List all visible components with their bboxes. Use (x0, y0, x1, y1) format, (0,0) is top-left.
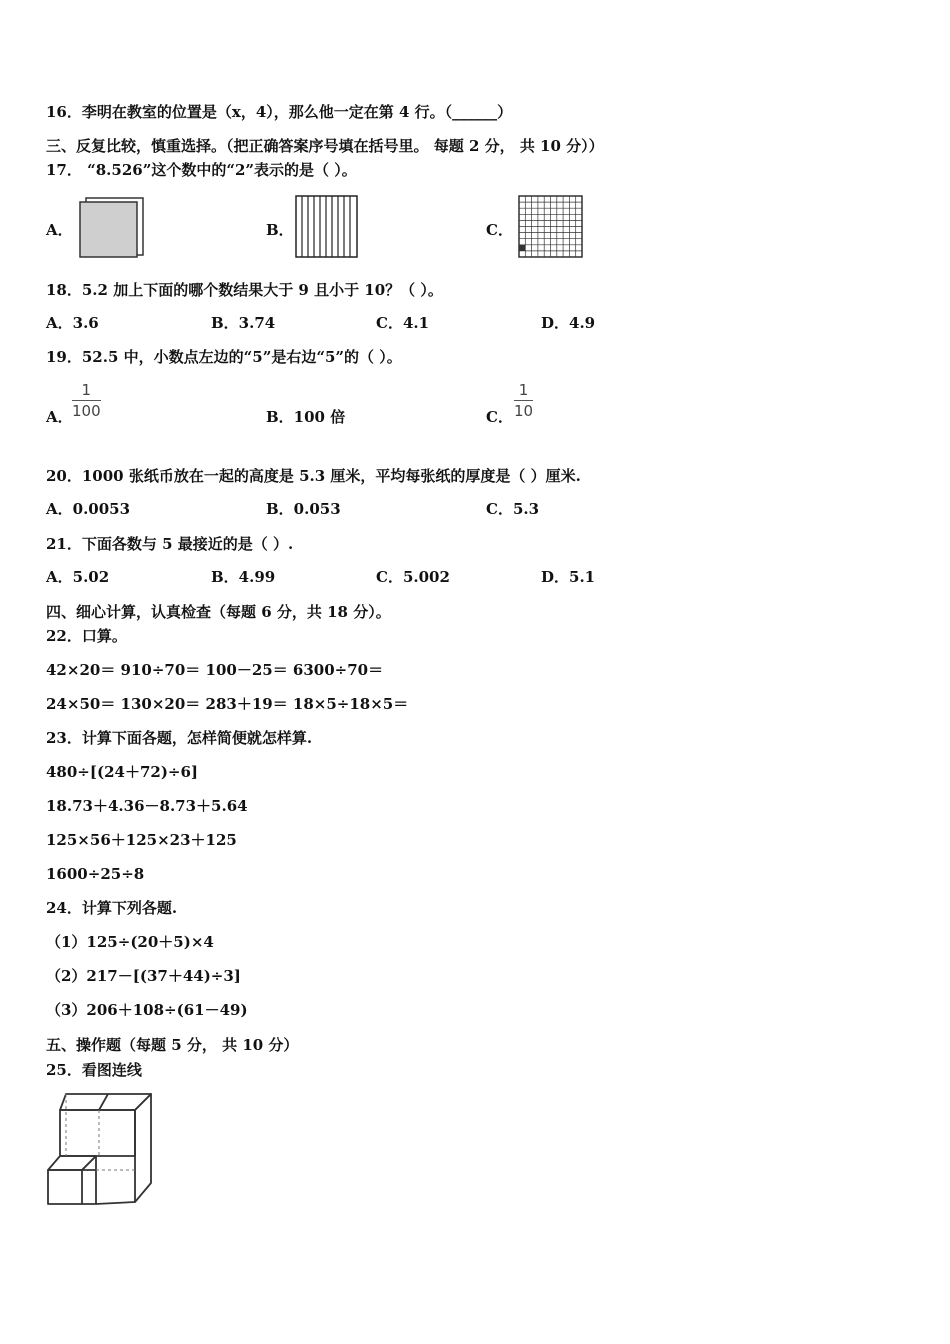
question-16: 16．李明在教室的位置是（x，4），那么他一定在第 4 行。（______） (46, 103, 513, 121)
q17-option-c-label: C． (486, 221, 513, 239)
fraction-denominator: 10 (514, 402, 534, 420)
question-19: 19．52.5 中，小数点左边的“5”是右边“5”的（ ）。 (46, 348, 402, 366)
q22-row-1: 42×20＝ 910÷70＝ 100－25＝ 6300÷70＝ (46, 661, 384, 679)
question-22: 22．口算。 (46, 627, 127, 645)
q17-option-a-label: A． (46, 221, 73, 239)
q18-option-d: D．4.9 (541, 314, 596, 332)
q21-option-d: D．5.1 (541, 568, 596, 586)
q20-option-b: B．0.053 (266, 500, 341, 518)
q25-cube-figure (44, 1090, 159, 1210)
q18-option-c: C．4.1 (376, 314, 430, 332)
question-23: 23．计算下面各题，怎样简便就怎样算. (46, 729, 313, 747)
q24-item-2: （2）217－[(37＋44)÷3] (46, 967, 241, 985)
section-3-title: 三、反复比较，慎重选择。（把正确答案序号填在括号里。 每题 2 分， 共 10 分）） (46, 137, 604, 155)
question-24: 24．计算下列各题. (46, 899, 178, 917)
q24-item-3: （3）206＋108÷(61－49) (46, 1001, 248, 1019)
fraction-numerator: 1 (514, 381, 533, 401)
q23-item-2: 18.73＋4.36－8.73＋5.64 (46, 797, 248, 815)
q23-item-4: 1600÷25÷8 (46, 865, 145, 883)
fraction-denominator: 100 (72, 402, 101, 420)
q23-item-1: 480÷[(24＋72)÷6] (46, 763, 199, 781)
q20-option-a: A．0.0053 (46, 500, 131, 518)
q19-option-b: B．100 倍 (266, 408, 346, 426)
section-5-title: 五、操作题（每题 5 分， 共 10 分） (46, 1036, 299, 1054)
q19-option-c-fraction (514, 381, 533, 420)
q18-option-a: A．3.6 (46, 314, 99, 332)
question-20: 20．1000 张纸币放在一起的高度是 5.3 厘米，平均每张纸的厚度是（ ）厘米. (46, 467, 581, 485)
q19-option-a-fraction (72, 381, 101, 420)
q20-option-c: C．5.3 (486, 500, 540, 518)
q21-option-c: C．5.002 (376, 568, 450, 586)
q17-figure-a (78, 195, 146, 259)
question-25: 25．看图连线 (46, 1061, 142, 1079)
q21-option-a: A．5.02 (46, 568, 110, 586)
q18-option-b: B．3.74 (211, 314, 276, 332)
q17-option-b-label: B． (266, 221, 294, 239)
fraction-numerator: 1 (72, 381, 101, 401)
q19-option-a-label: A． (46, 408, 73, 426)
q17-figure-b (295, 195, 359, 259)
question-21: 21．下面各数与 5 最接近的是（ ）. (46, 535, 294, 553)
question-17: 17． “8.526”这个数中的“2”表示的是（ ）。 (46, 161, 357, 179)
q21-option-b: B．4.99 (211, 568, 276, 586)
q22-row-2: 24×50＝ 130×20＝ 283＋19＝ 18×5÷18×5＝ (46, 695, 409, 713)
section-4-title: 四、细心计算，认真检查（每题 6 分，共 18 分）。 (46, 603, 391, 621)
q17-figure-c (518, 195, 584, 259)
q23-item-3: 125×56＋125×23＋125 (46, 831, 237, 849)
q19-option-c-label: C． (486, 408, 513, 426)
question-18: 18．5.2 加上下面的哪个数结果大于 9 且小于 10？（ ）。 (46, 281, 443, 299)
q24-item-1: （1）125÷(20＋5)×4 (46, 933, 214, 951)
